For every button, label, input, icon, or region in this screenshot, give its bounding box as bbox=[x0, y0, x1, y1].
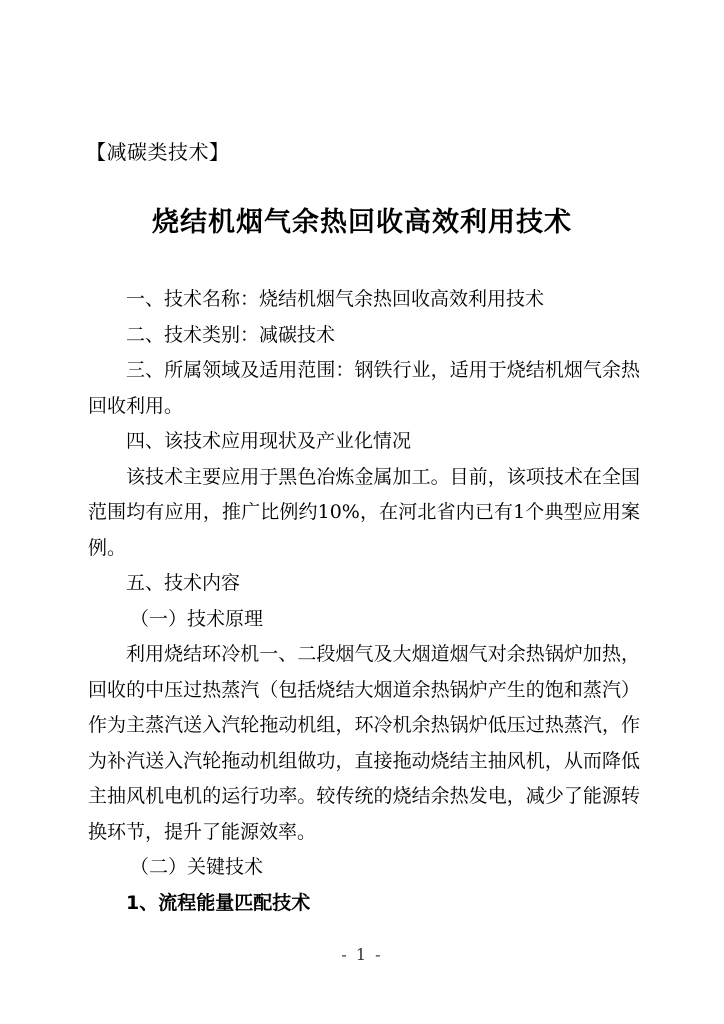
key-technology-heading: （二）关键技术 bbox=[130, 856, 264, 878]
application-status-heading: 四、该技术应用现状及产业化情况 bbox=[126, 430, 412, 452]
technology-name-paragraph bbox=[88, 282, 640, 318]
technology-name-heading: 一、技术名称： bbox=[126, 288, 260, 310]
document-title: 烧结机烟气余热回收高效利用技术 bbox=[152, 207, 572, 238]
technology-content-heading: 五、技术内容 bbox=[126, 572, 241, 594]
category-label: 【减碳类技术】 bbox=[86, 140, 230, 164]
technology-type-heading: 二、技术类别： bbox=[126, 323, 260, 346]
scope-paragraph bbox=[88, 353, 640, 424]
key-technology-item: 1、流程能量匹配技术 bbox=[126, 891, 311, 914]
scope-heading: 三、所属领域及适用范围： bbox=[126, 359, 355, 381]
principle-paragraph: 利用烧结环冷机一、二段烟气及大烟道烟气对余热锅炉加热，回收的中压过热蒸汽（包括烧结大烟道余热锅炉产生的饱和蒸汽）作为主蒸汽送入汽轮拖动机组，环冷机余热锅炉低压过热蒸汽，作为补汽送入汽轮拖动机组做功，直接拖动烧结主抽风机，从而降低主抽风机电机的运行功率。较传统的烧结余热发电，减少了能源转换环节，提升了能源效率。 bbox=[88, 643, 640, 843]
technology-type-value: 减碳技术 bbox=[259, 323, 336, 346]
scope-value: 钢铁行业，适用于烧结机烟气余热回收利用。 bbox=[88, 359, 640, 417]
principle-heading: （一）技术原理 bbox=[130, 607, 264, 630]
technology-name-value: 烧结机烟气余热回收高效利用技术 bbox=[259, 288, 545, 310]
technology-type-paragraph bbox=[88, 318, 640, 354]
document-body bbox=[88, 282, 640, 921]
page-number: - 1 - bbox=[341, 945, 383, 964]
application-status-paragraph: 该技术主要应用于黑色冶炼金属加工。目前，该项技术在全国范围均有应用，推广比例约10%，在河北省内已有1个典型应用案例。 bbox=[88, 465, 640, 559]
